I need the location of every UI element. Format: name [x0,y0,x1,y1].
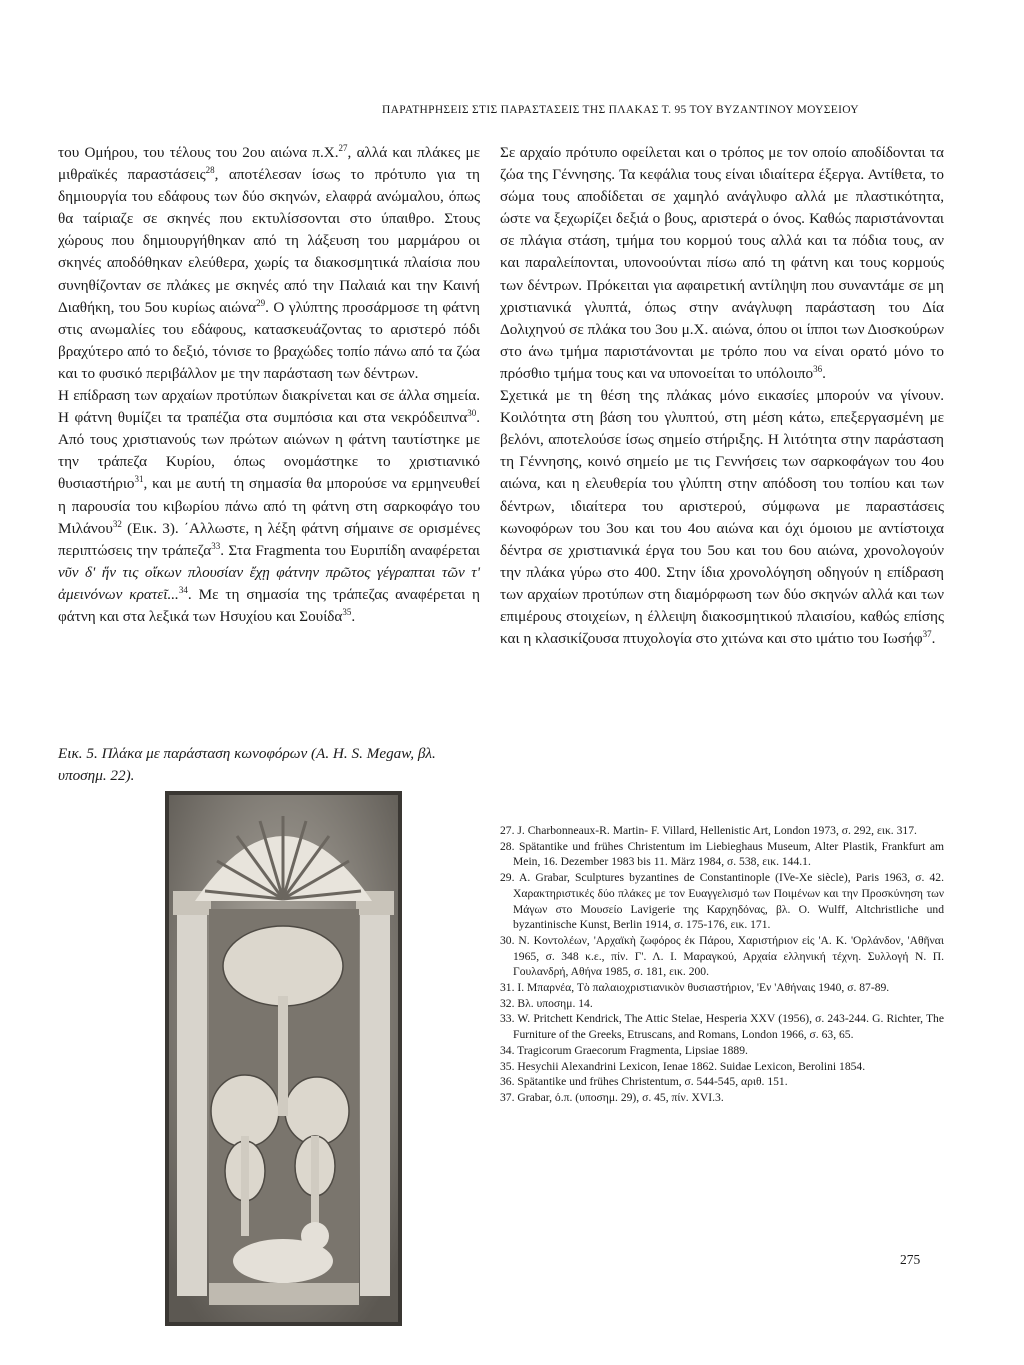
footnote-32: 32. Βλ. υποσημ. 14. [500,996,593,1010]
relief-photo [165,791,402,1326]
footnote-27: 27. J. Charbonneaux-R. Martin- F. Villard, Hellenistic Art, London 1973, σ. 292, εικ. 317. [500,824,917,837]
left-paragraph-1: του Ομήρου, του τέλους του 2ου αιώνα π.Χ.$^{27}$, αλλά και πλάκες με μιθραϊκές παραστάσεις$^{28}$, αποτέλεσαν ίσως το πρότυπο για τη δημιουργία του εδάφους των δύο σκηνών, ελαφρά ανώμαλου, όπως θα ταίριαζε σε σκηνές που εκτυλίσσονται στο ύπαιθρο. Στους χώρους που δημιουργήθηκαν από τη λάξευση του μαρμάρου οι σκηνές αποδόθηκαν ελεύθερα, χωρίς τα διακοσμητικά πλαίσια που συνηθίζονταν σε πλάκες με σκηνές από την Παλαιά και την Καινή Διαθήκη, του 5ου κυρίως αιώνα$^{29}$. Ο γλύπτης προσάρμοσε τη φάτνη στις ανωμαλίες του εδάφους, κατασκευάζοντας το αριστερό πόδι βραχύτερο από το δεξιό, τόνισε το βραχώδες τοπίο πάνω από τα ζώα και το φυσικό περιβάλλον με την παράσταση των δέντρων. [58,142,480,382]
footnote-36: 36. Spätantike und frühes Christentum, σ. 544-545, αριθ. 151. [500,1075,788,1089]
footnote-29: 29. A. Grabar, Sculptures byzantines de Constantinople (IVe-Xe siècle), Paris 1963, σ. 42. Χαρακτηριστικές δύο πλάκες με τον Ευαγγελισμό των Ποιμένων και την Προσκύνηση των Μάγων στο Μουσείο Lavigerie της Καρχηδόνας, βλ. O. Wulff, Altchristliche und byzantinische Kunst, Berlin 1914, σ. 175-176, εικ. 171. [500,871,944,932]
figure-caption: Εικ. 5. Πλάκα με παράσταση κωνοφόρων (A. H. S. Megaw, βλ. υποσημ. 22). [58,745,436,784]
left-column [58,142,480,628]
footnote-37: 37. Grabar, ό.π. (υποσημ. 29), σ. 45, πίν. XVI.3. [500,1090,724,1104]
footnote-34: 34. Tragicorum Graecorum Fragmenta, Lipsiae 1889. [500,1043,748,1057]
page-number: 275 [900,1252,921,1267]
footnote-30: 30. Ν. Κοντολέων, 'Αρχαϊκὴ ζωφόρος ἐκ Πάρου, Χαριστήριον εἰς 'Α. Κ. 'Ορλάνδον, 'Αθῆναι 1965, σ. 348 κ.ε., πίν. Γ'. Λ. Ι. Μαραγκού, Αρχαία ελληνική τέχνη. Συλλογή Ν. Π. Γουλανδρή, Αθήνα 1985, σ. 181, εικ. 200. [500,933,944,979]
left-paragraph-2: Η επίδραση των αρχαίων προτύπων διακρίνεται και σε άλλα σημεία. Η φάτνη θυμίζει τα τραπέζια στα συμπόσια και στα νεκρόδειπνα$^{30}$. Από τους χριστιανούς των πρώτων αιώνων η φάτνη ταυτίστηκε με την τράπεζα Κυρίου, όπως ονομάστηκε το χριστιανικό θυσιαστήριο$^{31}$, και με αυτή τη σημασία θα μπορούσε να ερμηνευθεί η παρουσία του κιβωρίου πάνω από τη φάτνη στη σαρκοφάγο του Μιλάνου$^{32}$ (Εικ. 3). ΄Αλλωστε, η λέξη φάτνη σήμαινε σε ορισμένες περιπτώσεις την τράπεζα$^{33}$. Στα Fragmenta του Ευριπίδη αναφέρεται νῦν δ' ἥν τις οἴκων πλουσίαν ἔχῃ φάτνην πρῶτος γέγραπται τῶν τ' ἀμεινόνων κρατεῖ...$^{34}$. Με τη σημασία της τράπεζας αναφέρεται η φάτνη και στα λεξικά των Ησυχίου και Σουίδα$^{35}$. [58,387,481,625]
footnotes [500,823,944,1106]
footnote-35: 35. Hesychii Alexandrini Lexicon, Ienae 1862. Suidae Lexicon, Berolini 1854. [500,1059,866,1073]
right-paragraph-2: Σχετικά με τη θέση της πλάκας μόνο εικασίες μπορούν να γίνουν. Κοιλότητα στη βάση του γλυπτού, στη μέση κάτω, επεξεργασμένη με βελόνι, αποτελούσε ίσως σημείο στήριξης. Η λιτότητα στην παράσταση τη Γέννησης, κοινό σημείο με τις Γεννήσεις των σαρκοφάγων του 4ου αιώνα, και η ελευθερία του γλύπτη στην απόδοση του τοπίου και των δέντρων, ιδιαίτερα του αριστερού, σύμφωνα με παραστάσεις κωνοφόρων του 3ου και του 4ου αιώνα και όχι όμοιου με αντίστοιχα δέντρα σε χριστιανικά έργα του 5ου και του 6ου αιώνα, χρονολογούν την πλάκα γύρω στο 400. Στην ίδια χρονολόγηση οδηγούν η επίδραση των αρχαίων προτύπων στη διαμόρφωση των δύο σκηνών αλλά και των επιμέρους στοιχείων, η έλλειψη διακοσμητικού πλαισίου, καθώς επίσης και η κλασικίζουσα πτυχολογία στο χιτώνα και στο ιμάτιο του Ιωσήφ$^{37}$. [500,387,944,648]
euripides-quote: νῦν δ' ἥν τις οἴκων πλουσίαν ἔχῃ φάτνην πρῶτος γέγραπται τῶν τ' ἀμεινόνων κρατεῖ... [58,563,480,603]
footnote-33: 33. W. Pritchett Kendrick, The Attic Stelae, Hesperia XXV (1956), σ. 243-244. G. Richter, The Furniture of the Greeks, Etruscans, and Romans, London 1966, σ. 63, 65. [500,1012,944,1042]
running-header: ΠΑΡΑΤΗΡΗΣΕΙΣ ΣΤΙΣ ΠΑΡΑΣΤΑΣΕΙΣ ΤΗΣ ΠΛΑΚΑΣ Τ. 95 ΤΟΥ ΒΥΖΑΝΤΙΝΟΥ ΜΟΥΣΕΙΟΥ [382,104,859,116]
footnote-28: 28. Spätantike und frühes Christentum im Liebieghaus Museum, Alter Plastik, Frankfurt am Mein, 16. Dezember 1983 bis 11. März 1984, σ. 538, εικ. 144.1. [500,839,944,869]
footnote-31: 31. Ι. Μπαρνέα, Τὸ παλαιοχριστιανικὸν θυσιαστήριον, 'Εν 'Αθήναις 1940, σ. 87-89. [500,981,890,995]
right-column [500,142,944,650]
right-paragraph-1: Σε αρχαίο πρότυπο οφείλεται και ο τρόπος με τον οποίο αποδίδονται τα ζώα της Γέννησης. Τα κεφάλια τους είναι ιδιαίτερα έξεργα. Αντίθετα, το σώμα τους αποδίδεται σε χαμηλό ανάγλυφο αλλά με πλαστικότητα, ώστε να ξεχωρίζει δεξιά ο βους, αριστερά ο όνος. Καθώς παριστάνονται σε πλάγια στάση, τμήμα του κορμού τους αλλά και τα πόδια τους, αν και παραλείπονται, υπονοούνται πίσω από τη φάτνη και τους κορμούς των δέντρων. Πρόκειται για αφαιρετική αντίληψη που συναντάμε σε μη χριστιανικά γλυπτά, όπως στην ανάγλυφη παράσταση του Δία Δολιχηνού σε πλάκα του 3ου μ.Χ. αιώνα, όπου οι ίπποι των Διοσκούρων στο άνω τμήμα παριστάνονται με τρόπο που να είναι ορατό μόνο το πρόσθιο τμήμα τους και να υπονοείται το υπόλοιπο$^{36}$. [500,144,944,382]
